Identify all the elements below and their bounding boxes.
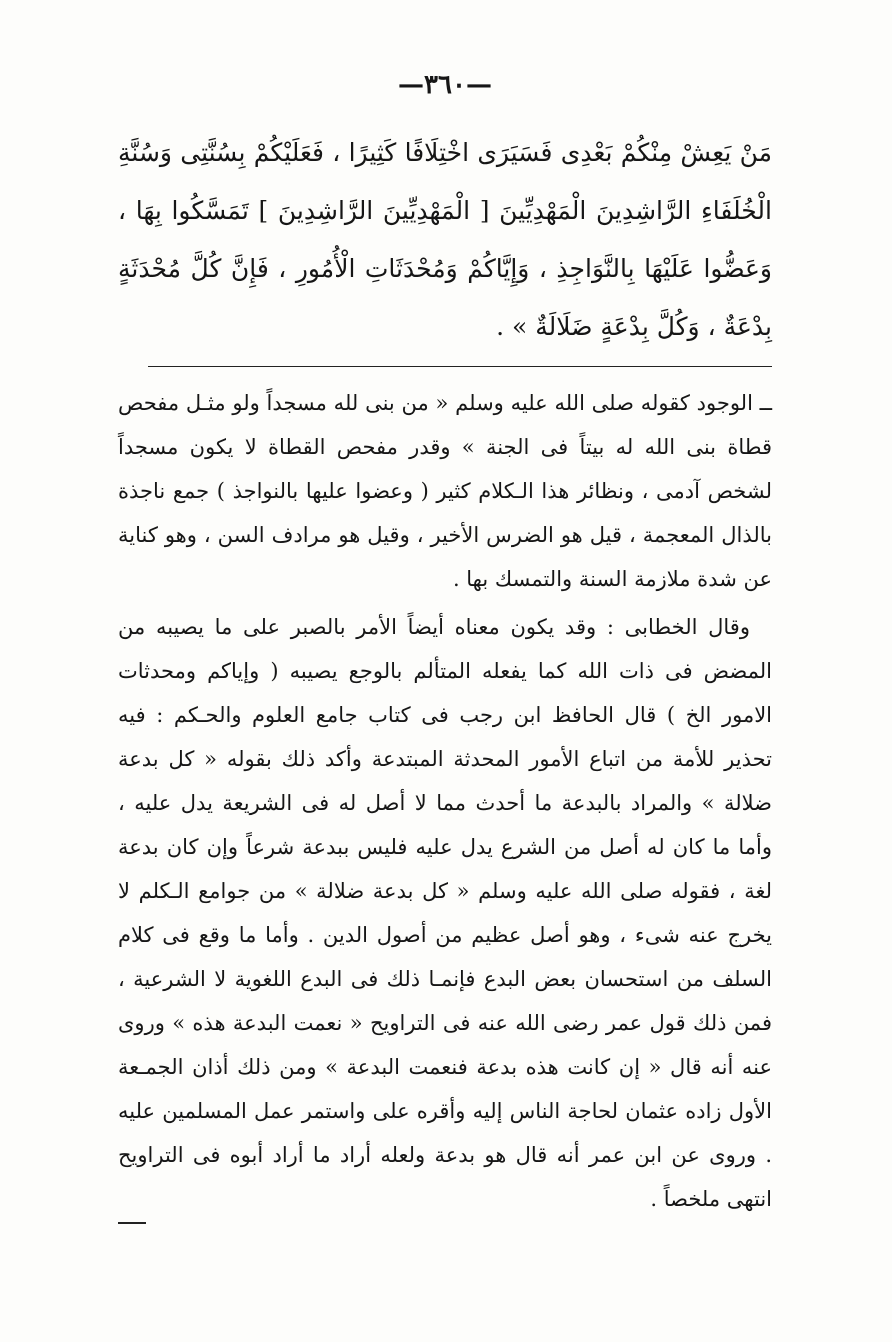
continuation-dash: [118, 1222, 146, 1224]
footnote-paragraph: ــ الوجود كقوله صلى الله عليه وسلم « من بنى لله مسجداً ولو مثـل مفحص قطاة بنى الله له بيتاً فى الجنة » وقدر مفحص القطاة لا يكون مسجداً لشخص آدمى ، ونظائر هذا الـكلام كثير ( وعضوا عليها بالنواجذ ) جمع ناجذة بالذال المعجمة ، قيل هو الضرس الأخير ، وقيل هو مرادف السن ، وهو كناية عن شدة ملازمة السنة والتمسك بها .: [118, 391, 772, 591]
footnote-block: [118, 381, 772, 1221]
footnote-paragraph: وقال الخطابى : وقد يكون معناه أيضاً الأمر بالصبر على ما يصيبه من المضض فى ذات الله كما يفعله المتألم بالوجع يصيبه ( وإياكم ومحدثات الامور الخ ) قال الحافظ ابن رجب فى كتاب جامع العلوم والحـكم : فيه تحذير للأمة من اتباع الأمور المحدثة المبتدعة وأكد ذلك بقوله « كل بدعة ضلالة » والمراد بالبدعة ما أحدث مما لا أصل له فى الشريعة يدل عليه ، وأما ما كان له أصل من الشرع يدل عليه فليس ببدعة شرعاً وإن كان بدعة لغة ، فقوله صلى الله عليه وسلم « كل بدعة ضلالة » من جوامع الـكلم لا يخرج عنه شىء ، وهو أصل عظيم من أصول الدين . وأما ما وقع فى كلام السلف من استحسان بعض البدع فإنمـا ذلك فى البدع اللغوية لا الشرعية ، فمن ذلك قول عمر رضى الله عنه فى التراويح « نعمت البدعة هذه » وروى عنه أنه قال « إن كانت هذه بدعة فنعمت البدعة » ومن ذلك أذان الجمـعة الأول زاده عثمان لحاجة الناس إليه وأقره على واستمر عمل المسلمين عليه . وروى عن ابن عمر أنه قال هو بدعة ولعله أراد ما أراد أبوه فى التراويح انتهى ملخصاً .: [118, 615, 772, 1211]
hadith-text: مَنْ يَعِشْ مِنْكُمْ بَعْدِى فَسَيَرَى اخْتِلَافًا كَثِيرًا ، فَعَلَيْكُمْ بِسُنَّتِى وَسُنَّةِ الْخُلَفَاءِ الرَّاشِدِينَ الْمَهْدِيِّينَ [ الْمَهْدِيِّينَ الرَّاشِدِينَ ] تَمَسَّكُوا بِهَا ، وَعَضُّوا عَلَيْهَا بِالنَّوَاجِذِ ، وَإِيَّاكُمْ وَمُحْدَثَاتِ الْأُمُورِ ، فَإِنَّ كُلَّ مُحْدَثَةٍ بِدْعَةٌ ، وَكُلَّ بِدْعَةٍ ضَلَالَةٌ » .: [118, 138, 772, 341]
page-number: —٣٦٠—: [398, 70, 492, 100]
footnote-divider: [148, 366, 772, 367]
